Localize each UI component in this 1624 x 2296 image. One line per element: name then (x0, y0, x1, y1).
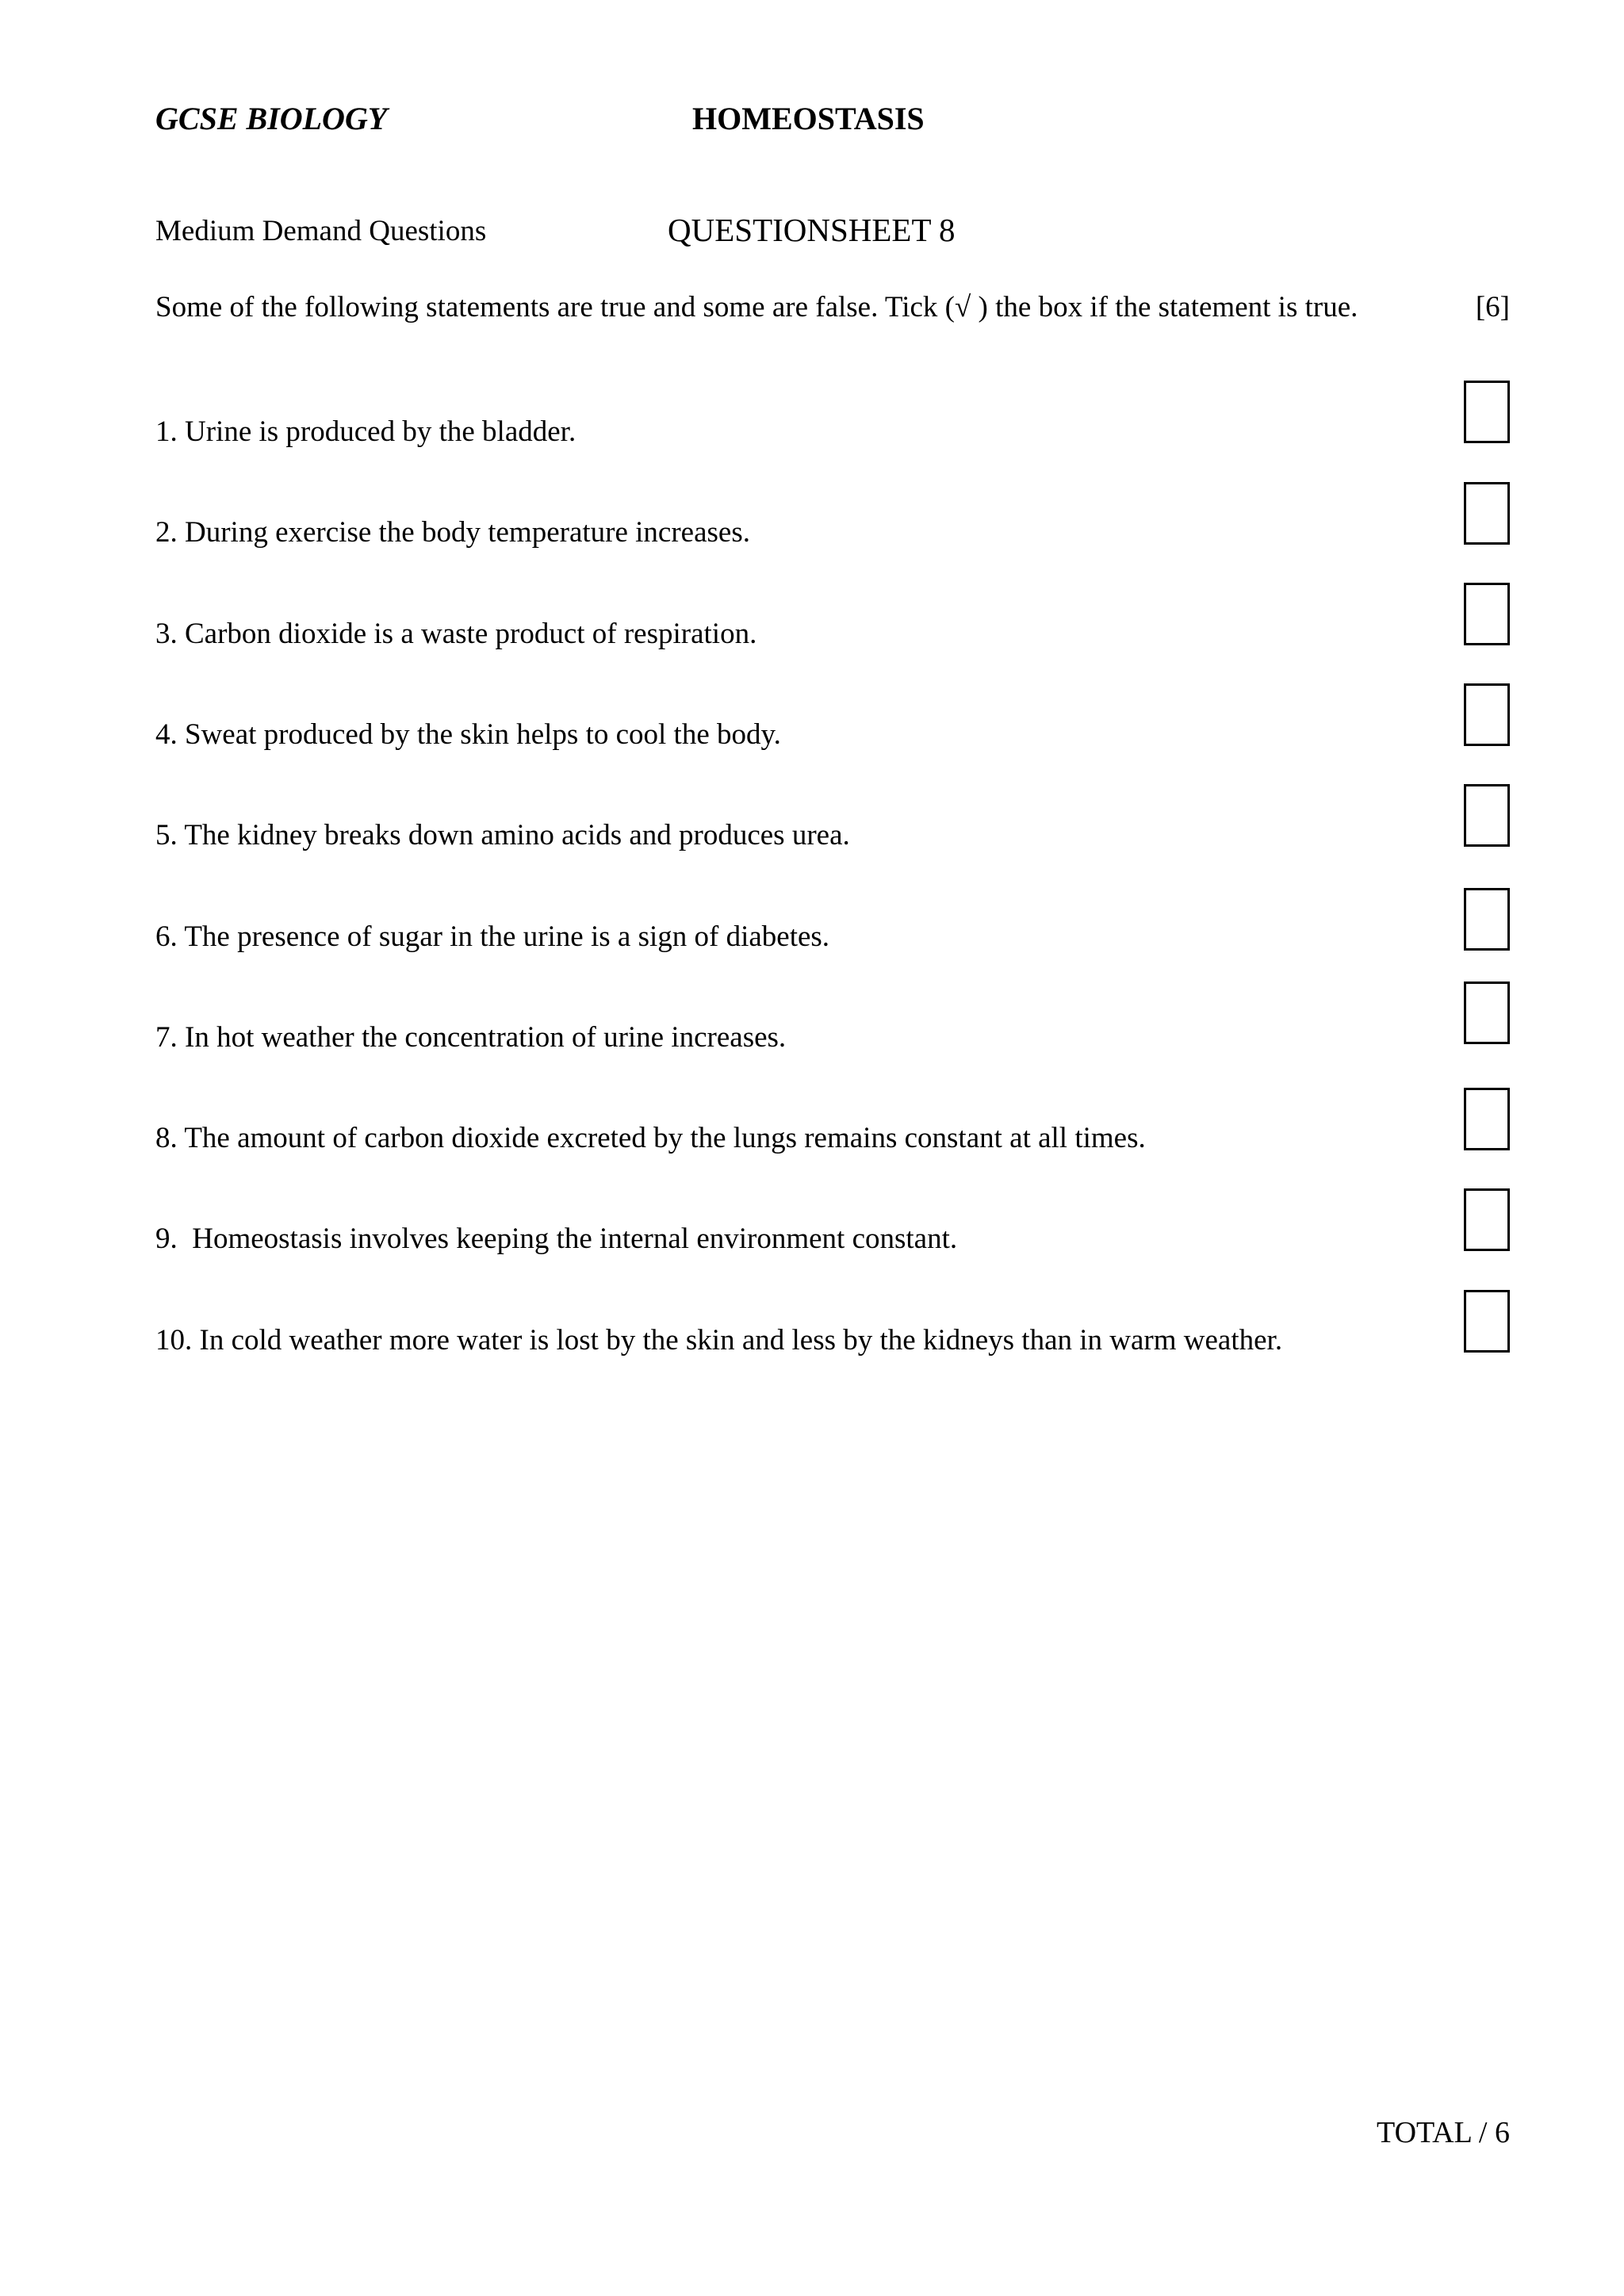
tick-box[interactable] (1464, 583, 1510, 645)
question-text: 7. In hot weather the concentration of urine increases. (155, 1021, 787, 1054)
question-text: 2. During exercise the body temperature increases. (155, 516, 750, 549)
question-text: 10. In cold weather more water is lost by the skin and less by the kidneys than in warm weather. (155, 1324, 1283, 1357)
question-text: 8. The amount of carbon dioxide excreted by the lungs remains constant at all times. (155, 1122, 1146, 1154)
question-text: 9. Homeostasis involves keeping the internal environment constant. (155, 1223, 958, 1255)
question-text: 4. Sweat produced by the skin helps to cool the body. (155, 718, 781, 751)
instruction-text: Some of the following statements are true and some are false. Tick (√ ) the box if the statement is true. (155, 291, 1358, 323)
question-text: 3. Carbon dioxide is a waste product of respiration. (155, 618, 757, 650)
total-score: TOTAL / 6 (1377, 2116, 1510, 2149)
tick-box[interactable] (1464, 1088, 1510, 1150)
question-text: 1. Urine is produced by the bladder. (155, 415, 576, 448)
subject-title: GCSE BIOLOGY (155, 101, 388, 136)
tick-box[interactable] (1464, 381, 1510, 443)
demand-level: Medium Demand Questions (155, 215, 487, 247)
tick-box[interactable] (1464, 1290, 1510, 1353)
questionsheet-number: QUESTIONSHEET 8 (668, 212, 956, 248)
question-text: 5. The kidney breaks down amino acids and produces urea. (155, 819, 850, 851)
question-text: 6. The presence of sugar in the urine is a sign of diabetes. (155, 920, 830, 953)
tick-box[interactable] (1464, 482, 1510, 545)
topic-title: HOMEOSTASIS (692, 101, 925, 136)
marks-available: [6] (1475, 291, 1510, 323)
tick-box[interactable] (1464, 683, 1510, 746)
tick-box[interactable] (1464, 1188, 1510, 1251)
tick-box[interactable] (1464, 982, 1510, 1044)
tick-box[interactable] (1464, 888, 1510, 951)
tick-box[interactable] (1464, 784, 1510, 847)
